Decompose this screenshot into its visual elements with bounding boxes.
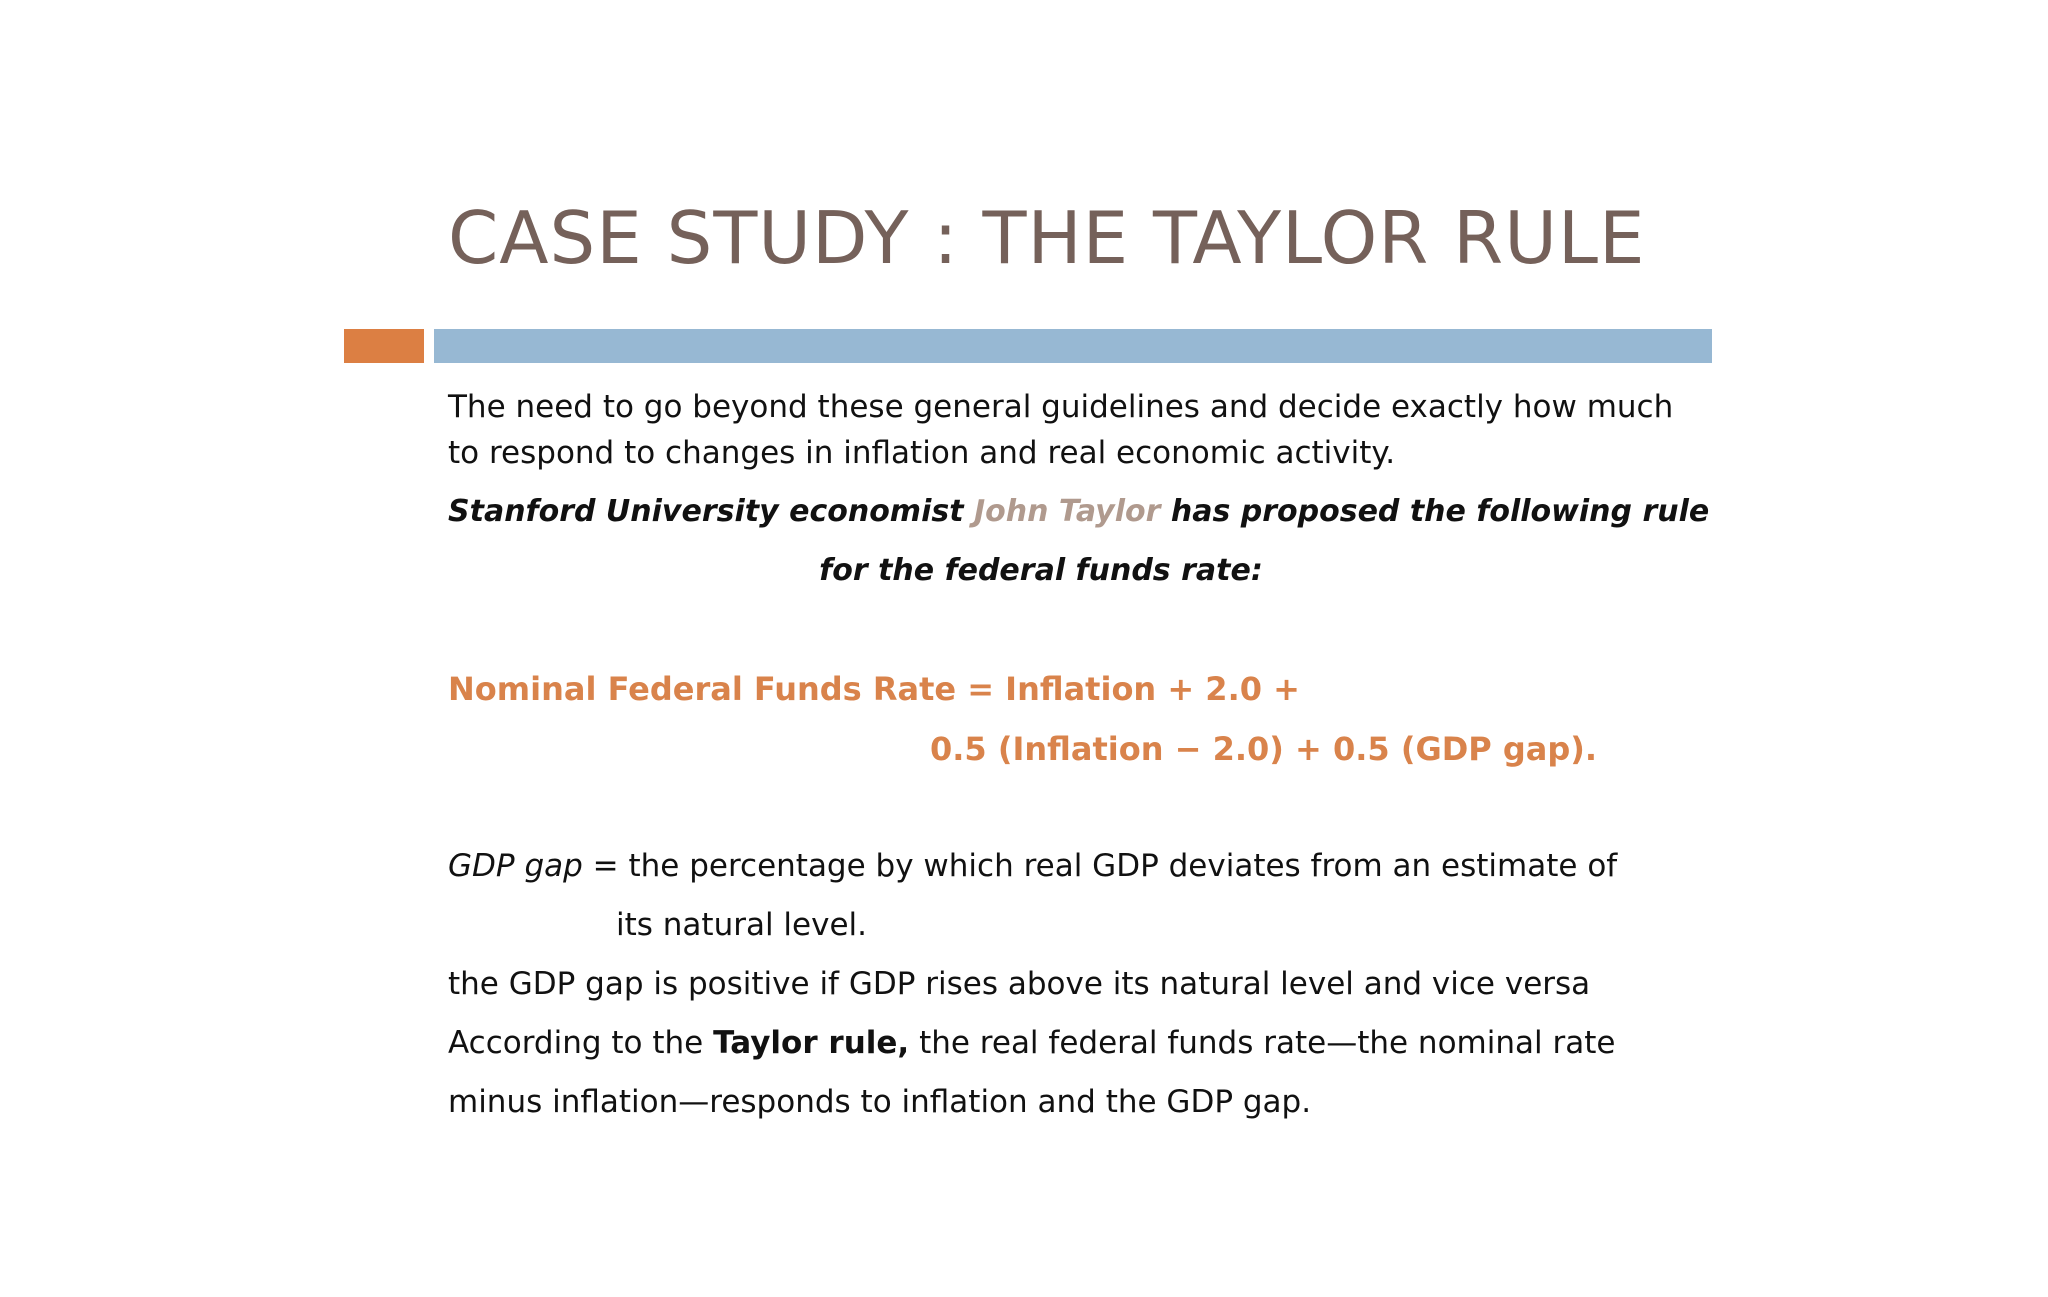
note-taylor-rule-bold: Taylor rule, (713, 1025, 910, 1061)
definition-rest: = the percentage by which real GDP deviates from an estimate of (582, 848, 1618, 884)
intro-line-1: The need to go beyond these general guidelines and decide exactly how much (448, 389, 1674, 425)
quote-line-2: for the federal funds rate: (819, 553, 1263, 588)
quote-suffix: has proposed the following rule (1160, 494, 1710, 529)
definition-term: GDP gap (448, 848, 583, 884)
note-taylor-rule-line-2: minus inflation—responds to inflation and the GDP gap. (448, 1084, 1312, 1120)
quote-name-john-taylor: John Taylor (974, 494, 1161, 529)
note-taylor-rule-line-1 (448, 1025, 1616, 1061)
quote-prefix: Stanford University economist (448, 494, 974, 529)
intro-line-2: to respond to changes in inflation and real economic activity. (448, 435, 1396, 471)
slide-title: CASE STUDY : THE TAYLOR RULE (448, 196, 1646, 280)
note-taylor-prefix: According to the (448, 1025, 714, 1061)
title-accent-bar-orange (344, 329, 424, 363)
note-taylor-suffix: the real federal funds rate—the nominal rate (909, 1025, 1616, 1061)
note-gdp-gap-positive: the GDP gap is positive if GDP rises above its natural level and vice versa (448, 966, 1591, 1002)
definition-line-2: its natural level. (616, 907, 867, 943)
quote-line-1 (448, 494, 1710, 529)
formula-line-1: Nominal Federal Funds Rate = Inflation + 2.0 + (448, 670, 1300, 708)
formula-line-2: 0.5 (Inflation − 2.0) + 0.5 (GDP gap). (930, 730, 1598, 768)
definition-line-1 (448, 848, 1618, 884)
title-underline-bar-blue (434, 329, 1712, 363)
